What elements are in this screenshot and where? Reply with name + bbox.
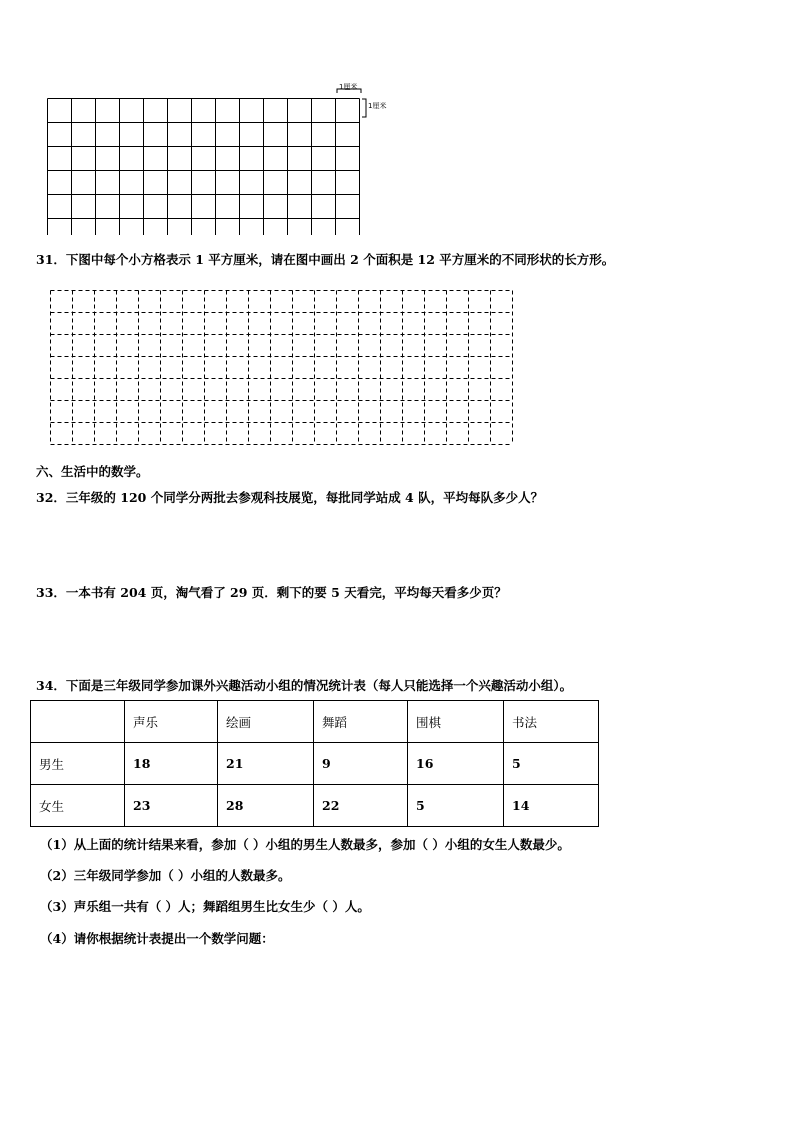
question-34: 34．下面是三年级同学参加课外兴趣活动小组的情况统计表（每人只能选择一个兴趣活动小组）。 bbox=[36, 678, 573, 693]
question-34-part-1: （1）从上面的统计结果来看，参加（ ）小组的男生人数最多，参加（ ）小组的女生人数最少。 bbox=[40, 837, 570, 852]
header-cell: 围棋 bbox=[408, 701, 504, 743]
table-row bbox=[31, 743, 599, 785]
question-34-part-2: （2）三年级同学参加（ ）小组的人数最多。 bbox=[40, 868, 291, 883]
table-cell: 5 bbox=[408, 785, 504, 827]
section-6-heading: 六、生活中的数学。 bbox=[36, 464, 149, 479]
question-32: 32．三年级的 120 个同学分两批去参观科技展览，每批同学站成 4 队，平均每队多少人？ bbox=[36, 490, 544, 505]
table-cell: 16 bbox=[408, 743, 504, 785]
table-cell: 28 bbox=[218, 785, 314, 827]
table-header-row bbox=[31, 701, 599, 743]
question-33: 33．一本书有 204 页，淘气看了 29 页．剩下的要 5 天看完，平均每天看多少页？ bbox=[36, 585, 507, 600]
header-cell: 绘画 bbox=[218, 701, 314, 743]
table-cell: 9 bbox=[314, 743, 408, 785]
question-34-part-3: （3）声乐组一共有（ ）人；舞蹈组男生比女生少（ ）人。 bbox=[40, 899, 370, 914]
row-label: 女生 bbox=[31, 785, 125, 827]
side-unit-bracket bbox=[362, 99, 366, 117]
top-unit-label: 1厘米 bbox=[339, 83, 358, 91]
table-cell: 18 bbox=[125, 743, 218, 785]
dashed-drawing-grid[interactable] bbox=[44, 285, 519, 450]
table-cell: 21 bbox=[218, 743, 314, 785]
table-cell: 5 bbox=[504, 743, 599, 785]
header-cell bbox=[31, 701, 125, 743]
activity-stats-table bbox=[30, 700, 599, 827]
header-cell: 舞蹈 bbox=[314, 701, 408, 743]
header-cell: 书法 bbox=[504, 701, 599, 743]
unit-square-grid bbox=[40, 80, 400, 235]
header-cell: 声乐 bbox=[125, 701, 218, 743]
question-31: 31．下图中每个小方格表示 1 平方厘米，请在图中画出 2 个面积是 12 平方厘米的不同形状的长方形。 bbox=[36, 252, 615, 267]
question-34-part-4: （4）请你根据统计表提出一个数学问题： bbox=[40, 931, 274, 946]
table-cell: 22 bbox=[314, 785, 408, 827]
row-label: 男生 bbox=[31, 743, 125, 785]
table-cell: 23 bbox=[125, 785, 218, 827]
side-unit-label: 1厘米 bbox=[368, 102, 387, 110]
table-row bbox=[31, 785, 599, 827]
table-cell: 14 bbox=[504, 785, 599, 827]
